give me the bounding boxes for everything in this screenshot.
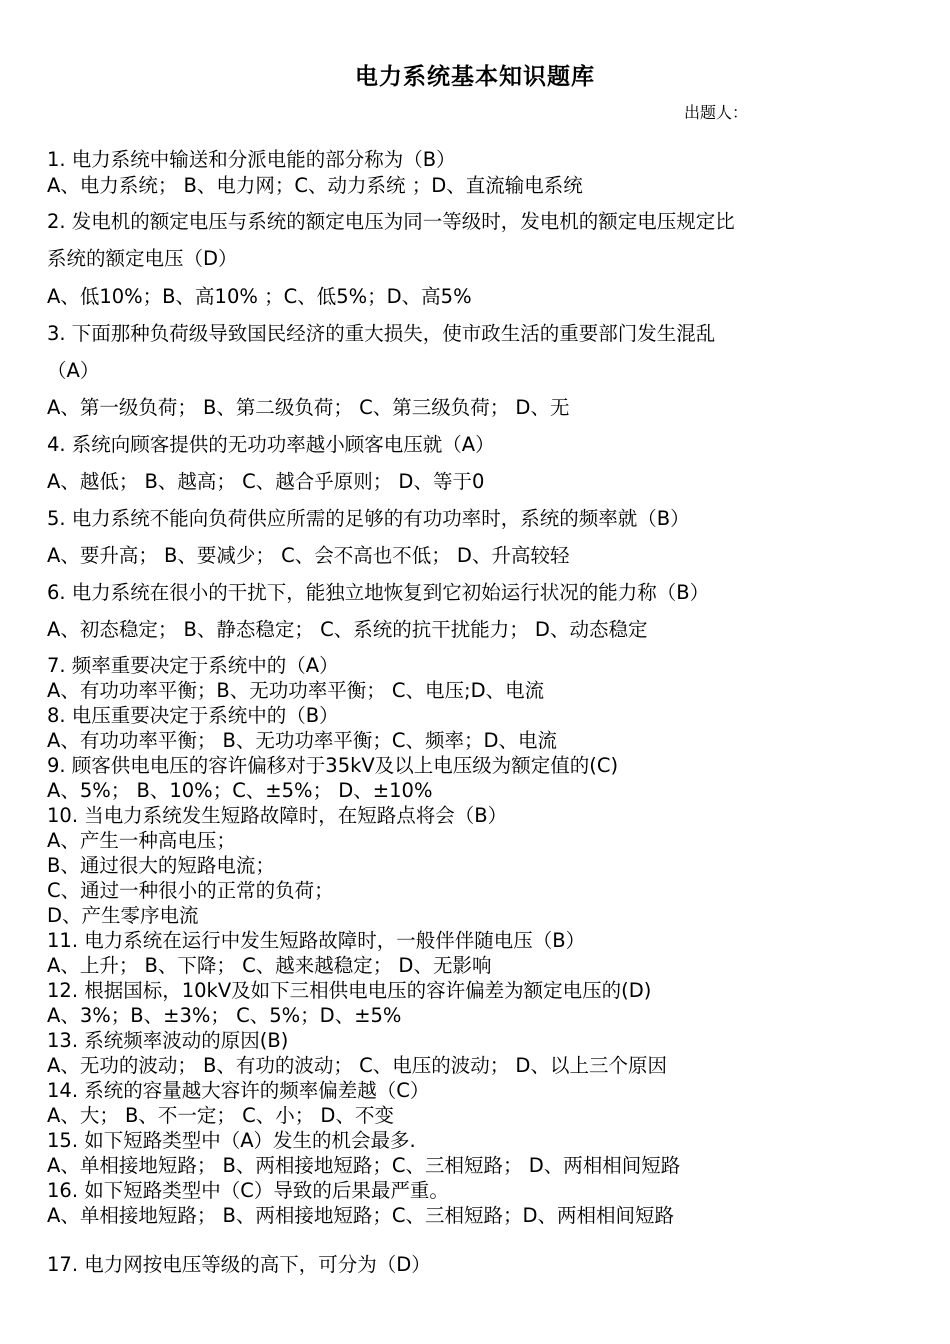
document-title: 电力系统基本知识题库 [355,64,595,90]
question-line: 3. 下面那种负荷级导致国民经济的重大损失，使市政生活的重要部门发生混乱 [47,322,716,345]
question-line: 9. 顾客供电电压的容许偏移对于35kV及以上电压级为额定值的(C) [47,754,619,777]
question-line: 13. 系统频率波动的原因(B) [47,1029,289,1052]
answer-options-line: A、5%； B、10%；C、±5%； D、±10% [47,779,433,802]
question-line: 4. 系统向顾客提供的无功功率越小顾客电压就（A） [47,433,495,456]
question-line: 2. 发电机的额定电压与系统的额定电压为同一等级时，发电机的额定电压规定比 [47,210,735,233]
question-line: 17. 电力网按电压等级的高下，可分为（D） [47,1253,431,1276]
answer-options-line: B、通过很大的短路电流； [47,854,275,877]
answer-options-line: A、第一级负荷； B、第二级负荷； C、第三级负荷； D、无 [47,396,570,419]
question-line: 系统的额定电压（D） [47,247,238,270]
question-line: 8. 电压重要决定于系统中的（B） [47,704,339,727]
question-line: 16. 如下短路类型中（C）导致的后果最严重。 [47,1179,449,1202]
answer-options-line: A、大； B、不一定； C、小； D、不变 [47,1104,394,1127]
answer-options-line: A、产生一种高电压； [47,829,236,852]
question-line: （A） [47,359,100,382]
answer-options-line: A、单相接地短路； B、两相接地短路；C、三相短路；D、两相相间短路 [47,1204,675,1227]
answer-options-line: A、低10%；B、高10% ；C、低5%；D、高5% [47,285,472,308]
question-line: 5. 电力系统不能向负荷供应所需的足够的有功功率时，系统的频率就（B） [47,507,690,530]
answer-options-line: A、要升高； B、要减少； C、会不高也不低； D、升高较轻 [47,544,570,567]
author-label: 出题人： [684,103,749,122]
question-line: 14. 系统的容量越大容许的频率偏差越（C） [47,1079,430,1102]
answer-options-line: A、初态稳定； B、静态稳定； C、系统的抗干扰能力； D、动态稳定 [47,618,648,641]
answer-options-line: A、无功的波动； B、有功的波动； C、电压的波动； D、以上三个原因 [47,1054,667,1077]
question-line: 12. 根据国标，10kV及如下三相供电电压的容许偏差为额定电压的(D) [47,979,652,1002]
answer-options-line: C、通过一种很小的正常的负荷； [47,879,334,902]
answer-options-line: D、产生零序电流 [47,904,199,927]
answer-options-line: A、有功功率平衡； B、无功功率平衡；C、频率；D、电流 [47,729,558,752]
question-line: 11. 电力系统在运行中发生短路故障时，一般伴伴随电压（B） [47,929,586,952]
question-line: 10. 当电力系统发生短路故障时，在短路点将会（B） [47,804,508,827]
question-line: 6. 电力系统在很小的干扰下，能独立地恢复到它初始运行状况的能力称（B） [47,581,710,604]
question-line: 7. 频率重要决定于系统中的（A） [47,654,339,677]
answer-options-line: A、越低； B、越高； C、越合乎原则； D、等于0 [47,470,485,493]
answer-options-line: A、电力系统； B、电力网；C、动力系统 ；D、直流输电系统 [47,174,583,197]
answer-options-line: A、上升； B、下降； C、越来越稳定； D、无影响 [47,954,492,977]
answer-options-line: A、单相接地短路； B、两相接地短路；C、三相短路； D、两相相间短路 [47,1154,681,1177]
answer-options-line: A、3%；B、±3%； C、5%；D、±5% [47,1004,402,1027]
question-line: 1. 电力系统中输送和分派电能的部分称为（B） [47,148,456,171]
question-line: 15. 如下短路类型中（A）发生的机会最多. [47,1129,416,1152]
answer-options-line: A、有功功率平衡；B、无功功率平衡； C、电压;D、电流 [47,679,545,702]
